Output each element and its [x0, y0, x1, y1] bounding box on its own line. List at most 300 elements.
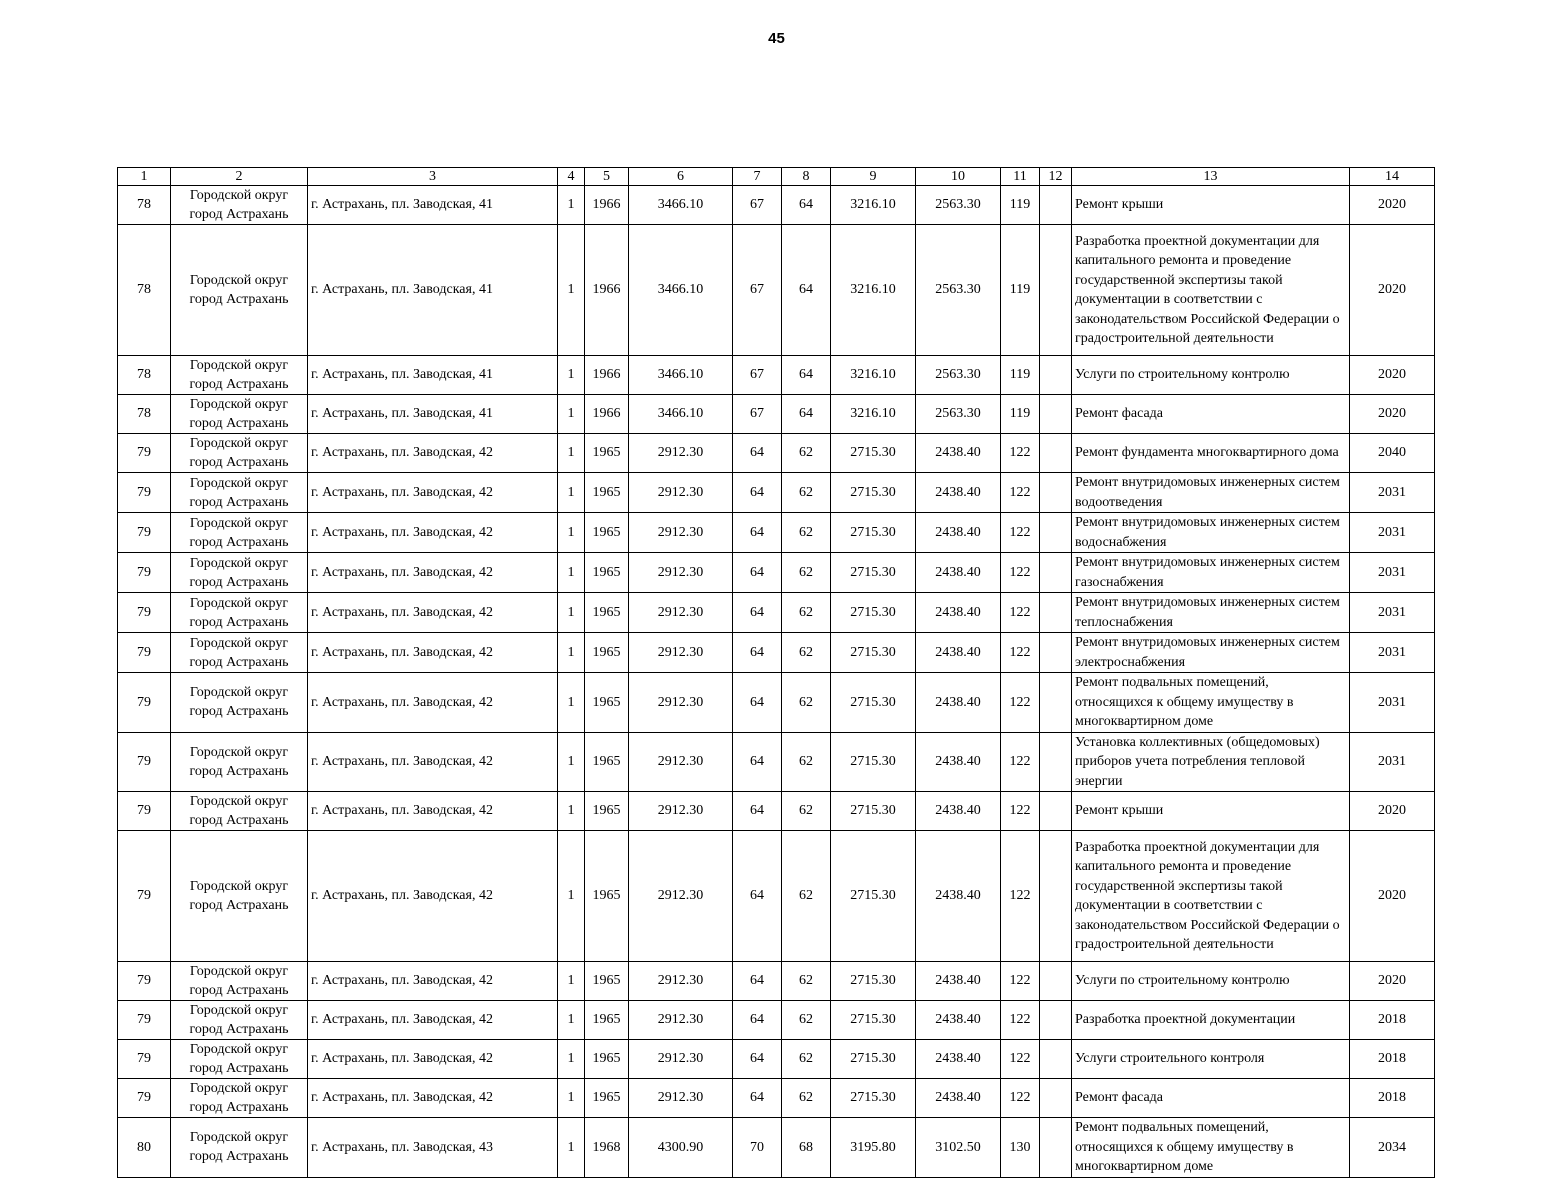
row-number-cell: 79 [118, 792, 171, 831]
col-10-cell: 2438.40 [916, 831, 1001, 962]
table-row [118, 1118, 1435, 1178]
header-cell: 9 [831, 168, 916, 186]
col-12-cell [1040, 395, 1072, 434]
table-row [118, 831, 1435, 962]
table-row [118, 473, 1435, 513]
col-8-cell: 64 [782, 356, 831, 395]
planned-year-cell: 2020 [1350, 792, 1435, 831]
col-12-cell [1040, 792, 1072, 831]
col-7-cell: 64 [733, 831, 782, 962]
work-type-cell: Ремонт внутридомовых инженерных систем газоснабжения [1072, 553, 1350, 593]
col-7-cell: 70 [733, 1118, 782, 1178]
col-10-cell: 2438.40 [916, 673, 1001, 733]
table-row [118, 1079, 1435, 1118]
municipality-cell: Городской округ город Астрахань [171, 1001, 308, 1040]
col-8-cell: 62 [782, 593, 831, 633]
col-10-cell: 2438.40 [916, 732, 1001, 792]
col-9-cell: 2715.30 [831, 831, 916, 962]
col-9-cell: 2715.30 [831, 553, 916, 593]
col-8-cell: 64 [782, 225, 831, 356]
col-9-cell: 3216.10 [831, 186, 916, 225]
col-10-cell: 2438.40 [916, 1079, 1001, 1118]
col-12-cell [1040, 356, 1072, 395]
col-10-cell: 2438.40 [916, 792, 1001, 831]
col-6-cell: 2912.30 [629, 593, 733, 633]
address-cell: г. Астрахань, пл. Заводская, 42 [308, 962, 558, 1001]
municipality-cell: Городской округ город Астрахань [171, 962, 308, 1001]
col-4-cell: 1 [558, 792, 585, 831]
col-11-cell: 119 [1001, 186, 1040, 225]
address-cell: г. Астрахань, пл. Заводская, 42 [308, 434, 558, 473]
work-type-cell: Ремонт внутридомовых инженерных систем водоснабжения [1072, 513, 1350, 553]
col-8-cell: 62 [782, 962, 831, 1001]
planned-year-cell: 2018 [1350, 1001, 1435, 1040]
col-7-cell: 64 [733, 513, 782, 553]
row-number-cell: 79 [118, 1001, 171, 1040]
header-cell: 3 [308, 168, 558, 186]
col-10-cell: 2563.30 [916, 395, 1001, 434]
table-row [118, 513, 1435, 553]
col-10-cell: 2438.40 [916, 633, 1001, 673]
col-10-cell: 2438.40 [916, 962, 1001, 1001]
col-11-cell: 119 [1001, 395, 1040, 434]
address-cell: г. Астрахань, пл. Заводская, 42 [308, 553, 558, 593]
table-row [118, 792, 1435, 831]
work-type-cell: Услуги строительного контроля [1072, 1040, 1350, 1079]
col-11-cell: 122 [1001, 1001, 1040, 1040]
municipality-cell: Городской округ город Астрахань [171, 395, 308, 434]
col-9-cell: 2715.30 [831, 962, 916, 1001]
col-4-cell: 1 [558, 962, 585, 1001]
year-built-cell: 1965 [585, 593, 629, 633]
col-12-cell [1040, 186, 1072, 225]
planned-year-cell: 2020 [1350, 831, 1435, 962]
planned-year-cell: 2031 [1350, 633, 1435, 673]
col-12-cell [1040, 1001, 1072, 1040]
col-6-cell: 4300.90 [629, 1118, 733, 1178]
col-12-cell [1040, 1040, 1072, 1079]
col-12-cell [1040, 553, 1072, 593]
col-4-cell: 1 [558, 225, 585, 356]
col-10-cell: 2563.30 [916, 356, 1001, 395]
address-cell: г. Астрахань, пл. Заводская, 41 [308, 225, 558, 356]
col-12-cell [1040, 673, 1072, 733]
work-type-cell: Ремонт фасада [1072, 395, 1350, 434]
table-row [118, 1001, 1435, 1040]
col-4-cell: 1 [558, 831, 585, 962]
col-10-cell: 2563.30 [916, 225, 1001, 356]
col-6-cell: 2912.30 [629, 633, 733, 673]
row-number-cell: 79 [118, 473, 171, 513]
col-10-cell: 2563.30 [916, 186, 1001, 225]
col-11-cell: 122 [1001, 473, 1040, 513]
col-7-cell: 64 [733, 732, 782, 792]
col-9-cell: 3195.80 [831, 1118, 916, 1178]
col-7-cell: 64 [733, 962, 782, 1001]
row-number-cell: 79 [118, 633, 171, 673]
col-6-cell: 2912.30 [629, 553, 733, 593]
col-8-cell: 62 [782, 792, 831, 831]
row-number-cell: 78 [118, 356, 171, 395]
header-cell: 2 [171, 168, 308, 186]
municipality-cell: Городской округ город Астрахань [171, 732, 308, 792]
col-11-cell: 122 [1001, 1079, 1040, 1118]
col-6-cell: 2912.30 [629, 1040, 733, 1079]
col-6-cell: 2912.30 [629, 473, 733, 513]
header-cell: 5 [585, 168, 629, 186]
year-built-cell: 1965 [585, 1001, 629, 1040]
col-7-cell: 64 [733, 593, 782, 633]
row-number-cell: 79 [118, 1079, 171, 1118]
col-8-cell: 62 [782, 1040, 831, 1079]
col-6-cell: 2912.30 [629, 673, 733, 733]
col-7-cell: 67 [733, 186, 782, 225]
col-6-cell: 2912.30 [629, 1001, 733, 1040]
year-built-cell: 1968 [585, 1118, 629, 1178]
work-type-cell: Ремонт крыши [1072, 186, 1350, 225]
municipality-cell: Городской округ город Астрахань [171, 633, 308, 673]
header-cell: 13 [1072, 168, 1350, 186]
work-type-cell: Разработка проектной документации для капитального ремонта и проведение государственной экспертизы такой документации в соответствии с законодательством Российской Федерации о градостроительной деятельности [1072, 831, 1350, 962]
work-type-cell: Ремонт фундамента многоквартирного дома [1072, 434, 1350, 473]
table-row [118, 962, 1435, 1001]
table-row [118, 225, 1435, 356]
col-9-cell: 2715.30 [831, 434, 916, 473]
address-cell: г. Астрахань, пл. Заводская, 42 [308, 633, 558, 673]
col-9-cell: 2715.30 [831, 673, 916, 733]
municipality-cell: Городской округ город Астрахань [171, 792, 308, 831]
year-built-cell: 1965 [585, 434, 629, 473]
planned-year-cell: 2020 [1350, 225, 1435, 356]
work-type-cell: Ремонт фасада [1072, 1079, 1350, 1118]
year-built-cell: 1965 [585, 831, 629, 962]
row-number-cell: 79 [118, 513, 171, 553]
table-row [118, 732, 1435, 792]
address-cell: г. Астрахань, пл. Заводская, 42 [308, 1040, 558, 1079]
header-cell: 11 [1001, 168, 1040, 186]
col-6-cell: 2912.30 [629, 962, 733, 1001]
year-built-cell: 1966 [585, 225, 629, 356]
col-6-cell: 2912.30 [629, 434, 733, 473]
municipality-cell: Городской округ город Астрахань [171, 831, 308, 962]
col-10-cell: 2438.40 [916, 593, 1001, 633]
work-type-cell: Разработка проектной документации [1072, 1001, 1350, 1040]
row-number-cell: 80 [118, 1118, 171, 1178]
col-10-cell: 2438.40 [916, 1040, 1001, 1079]
col-8-cell: 64 [782, 395, 831, 434]
address-cell: г. Астрахань, пл. Заводская, 41 [308, 186, 558, 225]
col-10-cell: 2438.40 [916, 473, 1001, 513]
col-11-cell: 119 [1001, 225, 1040, 356]
col-6-cell: 2912.30 [629, 513, 733, 553]
row-number-cell: 79 [118, 673, 171, 733]
col-12-cell [1040, 962, 1072, 1001]
col-12-cell [1040, 593, 1072, 633]
planned-year-cell: 2018 [1350, 1079, 1435, 1118]
year-built-cell: 1965 [585, 1079, 629, 1118]
table-row [118, 356, 1435, 395]
row-number-cell: 79 [118, 553, 171, 593]
row-number-cell: 79 [118, 831, 171, 962]
col-11-cell: 122 [1001, 1040, 1040, 1079]
col-7-cell: 64 [733, 1040, 782, 1079]
col-8-cell: 62 [782, 473, 831, 513]
col-12-cell [1040, 225, 1072, 356]
col-4-cell: 1 [558, 356, 585, 395]
col-7-cell: 67 [733, 395, 782, 434]
col-7-cell: 64 [733, 473, 782, 513]
col-8-cell: 62 [782, 673, 831, 733]
col-11-cell: 122 [1001, 962, 1040, 1001]
col-4-cell: 1 [558, 473, 585, 513]
col-12-cell [1040, 473, 1072, 513]
year-built-cell: 1965 [585, 633, 629, 673]
row-number-cell: 79 [118, 593, 171, 633]
col-9-cell: 3216.10 [831, 395, 916, 434]
work-type-cell: Установка коллективных (общедомовых) приборов учета потребления тепловой энергии [1072, 732, 1350, 792]
col-4-cell: 1 [558, 434, 585, 473]
col-11-cell: 122 [1001, 593, 1040, 633]
address-cell: г. Астрахань, пл. Заводская, 42 [308, 831, 558, 962]
address-cell: г. Астрахань, пл. Заводская, 43 [308, 1118, 558, 1178]
planned-year-cell: 2020 [1350, 186, 1435, 225]
col-4-cell: 1 [558, 673, 585, 733]
col-8-cell: 62 [782, 633, 831, 673]
col-6-cell: 3466.10 [629, 356, 733, 395]
year-built-cell: 1965 [585, 1040, 629, 1079]
municipality-cell: Городской округ город Астрахань [171, 1118, 308, 1178]
header-cell: 1 [118, 168, 171, 186]
planned-year-cell: 2031 [1350, 673, 1435, 733]
address-cell: г. Астрахань, пл. Заводская, 42 [308, 1079, 558, 1118]
address-cell: г. Астрахань, пл. Заводская, 42 [308, 593, 558, 633]
col-9-cell: 2715.30 [831, 732, 916, 792]
work-type-cell: Ремонт подвальных помещений, относящихся к общему имуществу в многоквартирном доме [1072, 1118, 1350, 1178]
header-row [118, 168, 1435, 186]
planned-year-cell: 2020 [1350, 395, 1435, 434]
municipality-cell: Городской округ город Астрахань [171, 1040, 308, 1079]
address-cell: г. Астрахань, пл. Заводская, 42 [308, 1001, 558, 1040]
work-type-cell: Разработка проектной документации для капитального ремонта и проведение государственной экспертизы такой документации в соответствии с законодательством Российской Федерации о градостроительной деятельности [1072, 225, 1350, 356]
col-12-cell [1040, 732, 1072, 792]
col-4-cell: 1 [558, 1040, 585, 1079]
planned-year-cell: 2031 [1350, 732, 1435, 792]
col-6-cell: 2912.30 [629, 831, 733, 962]
table-body [118, 168, 1435, 1178]
address-cell: г. Астрахань, пл. Заводская, 42 [308, 513, 558, 553]
col-4-cell: 1 [558, 1118, 585, 1178]
col-12-cell [1040, 1079, 1072, 1118]
year-built-cell: 1965 [585, 513, 629, 553]
planned-year-cell: 2018 [1350, 1040, 1435, 1079]
year-built-cell: 1966 [585, 186, 629, 225]
page-number: 45 [768, 30, 785, 47]
col-11-cell: 122 [1001, 434, 1040, 473]
year-built-cell: 1965 [585, 473, 629, 513]
col-7-cell: 64 [733, 1001, 782, 1040]
municipality-cell: Городской округ город Астрахань [171, 434, 308, 473]
col-6-cell: 3466.10 [629, 225, 733, 356]
row-number-cell: 78 [118, 395, 171, 434]
address-cell: г. Астрахань, пл. Заводская, 42 [308, 473, 558, 513]
col-10-cell: 2438.40 [916, 513, 1001, 553]
col-7-cell: 64 [733, 553, 782, 593]
row-number-cell: 79 [118, 434, 171, 473]
col-9-cell: 2715.30 [831, 1079, 916, 1118]
col-7-cell: 64 [733, 792, 782, 831]
col-7-cell: 64 [733, 673, 782, 733]
header-cell: 8 [782, 168, 831, 186]
col-12-cell [1040, 633, 1072, 673]
col-4-cell: 1 [558, 186, 585, 225]
col-9-cell: 2715.30 [831, 473, 916, 513]
address-cell: г. Астрахань, пл. Заводская, 42 [308, 673, 558, 733]
year-built-cell: 1965 [585, 553, 629, 593]
col-12-cell [1040, 434, 1072, 473]
col-7-cell: 67 [733, 356, 782, 395]
col-12-cell [1040, 1118, 1072, 1178]
work-type-cell: Услуги по строительному контролю [1072, 356, 1350, 395]
address-cell: г. Астрахань, пл. Заводская, 42 [308, 732, 558, 792]
address-cell: г. Астрахань, пл. Заводская, 41 [308, 395, 558, 434]
col-7-cell: 67 [733, 225, 782, 356]
col-9-cell: 2715.30 [831, 593, 916, 633]
col-7-cell: 64 [733, 633, 782, 673]
col-6-cell: 2912.30 [629, 732, 733, 792]
col-11-cell: 119 [1001, 356, 1040, 395]
municipality-cell: Городской округ город Астрахань [171, 356, 308, 395]
year-built-cell: 1966 [585, 395, 629, 434]
planned-year-cell: 2040 [1350, 434, 1435, 473]
year-built-cell: 1965 [585, 673, 629, 733]
col-8-cell: 64 [782, 186, 831, 225]
address-cell: г. Астрахань, пл. Заводская, 41 [308, 356, 558, 395]
col-8-cell: 62 [782, 553, 831, 593]
header-cell: 7 [733, 168, 782, 186]
municipality-cell: Городской округ город Астрахань [171, 1079, 308, 1118]
work-type-cell: Ремонт внутридомовых инженерных систем теплоснабжения [1072, 593, 1350, 633]
col-9-cell: 2715.30 [831, 792, 916, 831]
col-10-cell: 2438.40 [916, 553, 1001, 593]
municipality-cell: Городской округ город Астрахань [171, 673, 308, 733]
capital-repair-table [117, 167, 1435, 1178]
year-built-cell: 1965 [585, 792, 629, 831]
col-7-cell: 64 [733, 434, 782, 473]
col-9-cell: 2715.30 [831, 1001, 916, 1040]
col-8-cell: 62 [782, 732, 831, 792]
col-11-cell: 122 [1001, 831, 1040, 962]
planned-year-cell: 2020 [1350, 356, 1435, 395]
row-number-cell: 78 [118, 225, 171, 356]
col-8-cell: 62 [782, 513, 831, 553]
planned-year-cell: 2031 [1350, 513, 1435, 553]
municipality-cell: Городской округ город Астрахань [171, 473, 308, 513]
col-11-cell: 122 [1001, 732, 1040, 792]
col-9-cell: 3216.10 [831, 356, 916, 395]
table-row [118, 186, 1435, 225]
header-cell: 12 [1040, 168, 1072, 186]
work-type-cell: Ремонт крыши [1072, 792, 1350, 831]
col-6-cell: 3466.10 [629, 186, 733, 225]
col-4-cell: 1 [558, 553, 585, 593]
table-row [118, 395, 1435, 434]
municipality-cell: Городской округ город Астрахань [171, 225, 308, 356]
col-8-cell: 62 [782, 434, 831, 473]
col-7-cell: 64 [733, 1079, 782, 1118]
work-type-cell: Услуги по строительному контролю [1072, 962, 1350, 1001]
table-row [118, 1040, 1435, 1079]
table-row [118, 593, 1435, 633]
col-6-cell: 2912.30 [629, 792, 733, 831]
col-4-cell: 1 [558, 593, 585, 633]
work-type-cell: Ремонт внутридомовых инженерных систем электроснабжения [1072, 633, 1350, 673]
municipality-cell: Городской округ город Астрахань [171, 553, 308, 593]
year-built-cell: 1965 [585, 732, 629, 792]
table-row [118, 673, 1435, 733]
col-12-cell [1040, 513, 1072, 553]
col-9-cell: 3216.10 [831, 225, 916, 356]
row-number-cell: 78 [118, 186, 171, 225]
row-number-cell: 79 [118, 1040, 171, 1079]
header-cell: 6 [629, 168, 733, 186]
work-type-cell: Ремонт внутридомовых инженерных систем водоотведения [1072, 473, 1350, 513]
header-cell: 14 [1350, 168, 1435, 186]
col-4-cell: 1 [558, 633, 585, 673]
col-10-cell: 2438.40 [916, 1001, 1001, 1040]
col-4-cell: 1 [558, 395, 585, 434]
col-4-cell: 1 [558, 1079, 585, 1118]
year-built-cell: 1965 [585, 962, 629, 1001]
municipality-cell: Городской округ город Астрахань [171, 186, 308, 225]
col-8-cell: 68 [782, 1118, 831, 1178]
header-cell: 10 [916, 168, 1001, 186]
planned-year-cell: 2034 [1350, 1118, 1435, 1178]
row-number-cell: 79 [118, 962, 171, 1001]
row-number-cell: 79 [118, 732, 171, 792]
col-9-cell: 2715.30 [831, 1040, 916, 1079]
col-4-cell: 1 [558, 732, 585, 792]
planned-year-cell: 2031 [1350, 553, 1435, 593]
col-9-cell: 2715.30 [831, 513, 916, 553]
planned-year-cell: 2031 [1350, 473, 1435, 513]
col-4-cell: 1 [558, 513, 585, 553]
col-9-cell: 2715.30 [831, 633, 916, 673]
col-11-cell: 122 [1001, 633, 1040, 673]
col-11-cell: 122 [1001, 553, 1040, 593]
col-6-cell: 2912.30 [629, 1079, 733, 1118]
col-8-cell: 62 [782, 1001, 831, 1040]
table-row [118, 434, 1435, 473]
municipality-cell: Городской округ город Астрахань [171, 593, 308, 633]
col-11-cell: 122 [1001, 792, 1040, 831]
planned-year-cell: 2031 [1350, 593, 1435, 633]
address-cell: г. Астрахань, пл. Заводская, 42 [308, 792, 558, 831]
col-4-cell: 1 [558, 1001, 585, 1040]
col-10-cell: 2438.40 [916, 434, 1001, 473]
municipality-cell: Городской округ город Астрахань [171, 513, 308, 553]
col-11-cell: 122 [1001, 673, 1040, 733]
table-row [118, 633, 1435, 673]
col-8-cell: 62 [782, 1079, 831, 1118]
work-type-cell: Ремонт подвальных помещений, относящихся к общему имуществу в многоквартирном доме [1072, 673, 1350, 733]
header-cell: 4 [558, 168, 585, 186]
col-10-cell: 3102.50 [916, 1118, 1001, 1178]
table-row [118, 553, 1435, 593]
col-8-cell: 62 [782, 831, 831, 962]
year-built-cell: 1966 [585, 356, 629, 395]
col-11-cell: 122 [1001, 513, 1040, 553]
col-12-cell [1040, 831, 1072, 962]
